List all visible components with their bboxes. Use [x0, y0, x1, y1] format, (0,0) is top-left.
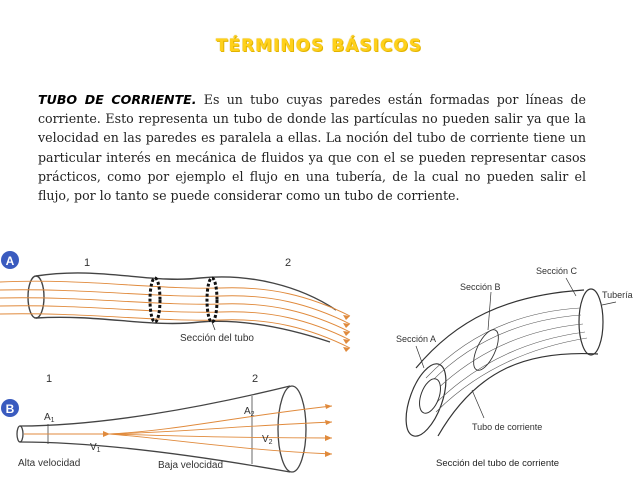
label-1: 1	[84, 257, 91, 269]
velocity-v2: $V_2$	[262, 434, 273, 446]
badge-a-letter: A	[5, 254, 15, 268]
high-speed-label: Alta velocidad	[18, 458, 81, 469]
pipe-label: Tubería	[602, 290, 633, 300]
definition-text: Es un tubo cuyas paredes están formadas por líneas de corriente. Esto representa un tubo de donde las partículas no pueden salir ya que la velocidad en las paredes es paralela a ellas. La noción del tubo de corriente tiene un particular interés en mecánica de fluidos ya que con el se pueden representar casos prácticos, como por ejemplo el flujo en una tubería, de la cual no pueden salir el flujo, por lo tanto se puede considerar como un tubo de corriente.	[38, 92, 586, 204]
pipe-outer-top	[416, 290, 584, 368]
stream-tube-label: Tubo de corriente	[472, 422, 543, 432]
section-mark-2	[207, 278, 217, 322]
figure-c-caption: Sección del tubo de corriente	[436, 458, 560, 469]
term-heading: TUBO DE CORRIENTE.	[38, 92, 197, 107]
figure-c-pipe-sections	[376, 250, 638, 479]
tube-inlet	[28, 276, 44, 318]
pipe-end-c	[579, 289, 603, 355]
label-2: 2	[252, 373, 259, 385]
low-speed-label: Baja velocidad	[158, 460, 224, 471]
section-c-label: Sección C	[536, 266, 578, 276]
definition-paragraph	[38, 90, 586, 205]
figure-b-converging-flow	[0, 368, 360, 479]
section-b-label: Sección B	[460, 282, 501, 292]
page-title: TÉRMINOS BÁSICOS	[215, 36, 423, 56]
badge-b-letter: B	[5, 402, 15, 416]
stream-tube-inlet	[415, 376, 444, 416]
label-1: 1	[46, 373, 53, 385]
area-a2: $A_2$	[244, 406, 255, 418]
section-a-label: Sección A	[396, 334, 437, 344]
section-mark-1	[150, 278, 160, 322]
label-2: 2	[285, 257, 292, 269]
velocity-v1: $V_1$	[90, 442, 101, 454]
figure-a-stream-tube	[0, 246, 360, 366]
area-a1: $A_1$	[44, 412, 55, 424]
funnel-outlet	[278, 386, 306, 472]
section-label: Sección del tubo	[180, 333, 254, 344]
